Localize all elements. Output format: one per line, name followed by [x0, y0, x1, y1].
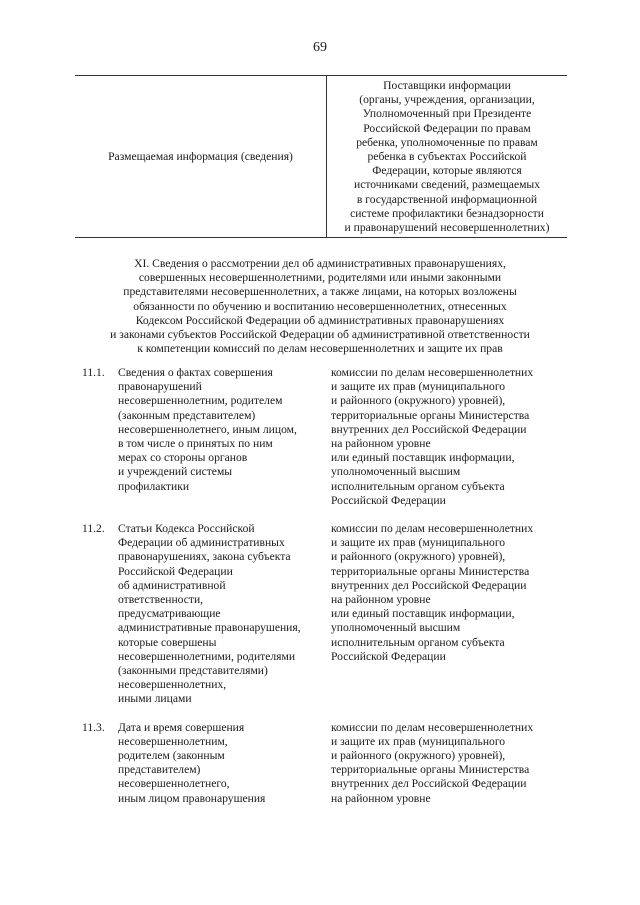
row-info: Статьи Кодекса Российской Федерации об административных правонарушениях, закона субъекта Российской Федерации об административной ответственности, предусматривающие административные правонарушения, которые совершены несовершеннолетними, родителями (законными представителями) несовершеннолетних, иными лицами: [118, 522, 301, 706]
row-info: Дата и время совершения несовершеннолетним, родителем (законным представителем) несовершеннолетнего, иным лицом правонарушения: [118, 720, 266, 805]
header-info-column: [75, 76, 327, 237]
row-number: 11.1.: [82, 366, 105, 379]
row-number: 11.2.: [82, 522, 105, 536]
row-provider: комиссии по делам несовершеннолетних и защите их прав (муниципального и районного (окружного) уровней), территориальные органы Министерства внутренних дел Российской Федерации на районном уровне: [331, 720, 534, 805]
row-provider: комиссии по делам несовершеннолетних и защите их прав (муниципального и районного (окружного) уровней), территориальные органы Министерства внутренних дел Российской Федерации на районном уровне или единый поставщик информации, уполномоченный высшим исполнительным органом субъекта Российской Федерации: [331, 366, 534, 507]
table-body: [0, 366, 640, 820]
header-info-label: Размещаемая информация (сведения): [108, 149, 293, 163]
header-provider-column: Поставщики информации (органы, учреждения, организации, Уполномоченный при Президенте Российской Федерации по правам ребенка, уполномоченные по правам ребенка в субъектах Российской Федерации, которые являются источниками сведений, размещаемых в государственной информационной системе профилактики безнадзорности и правонарушений несовершеннолетних): [344, 79, 550, 235]
table-row: [0, 366, 640, 508]
section-title: XI. Сведения о рассмотрении дел об административных правонарушениях, совершенных несовершеннолетними, родителями или иными законными представителями несовершеннолетних, а также лицами, на которых возложены обязанности по обучению и воспитанию несовершеннолетних, отнесенных Кодексом Российской Федерации об административных правонарушениях и законами субъектов Российской Федерации об административной ответственности к компетенции комиссий по делам несовершеннолетних и защите их прав: [110, 257, 530, 356]
table-row: [0, 721, 640, 806]
row-number: 11.3.: [82, 720, 105, 734]
row-info: Сведения о фактах совершения правонарушений несовершеннолетним, родителем (законным представителем) несовершеннолетнего, иным лицом, в том числе о принятых по ним мерах со стороны органов и учреждений системы профилактики: [118, 366, 297, 493]
page-number: 69: [313, 40, 327, 55]
table-header: [75, 75, 567, 238]
row-provider: комиссии по делам несовершеннолетних и защите их прав (муниципального и районного (окружного) уровней), территориальные органы Министерства внутренних дел Российской Федерации на районном уровне или единый поставщик информации, уполномоченный высшим исполнительным органом субъекта Российской Федерации: [331, 522, 534, 663]
table-row: [0, 522, 640, 707]
